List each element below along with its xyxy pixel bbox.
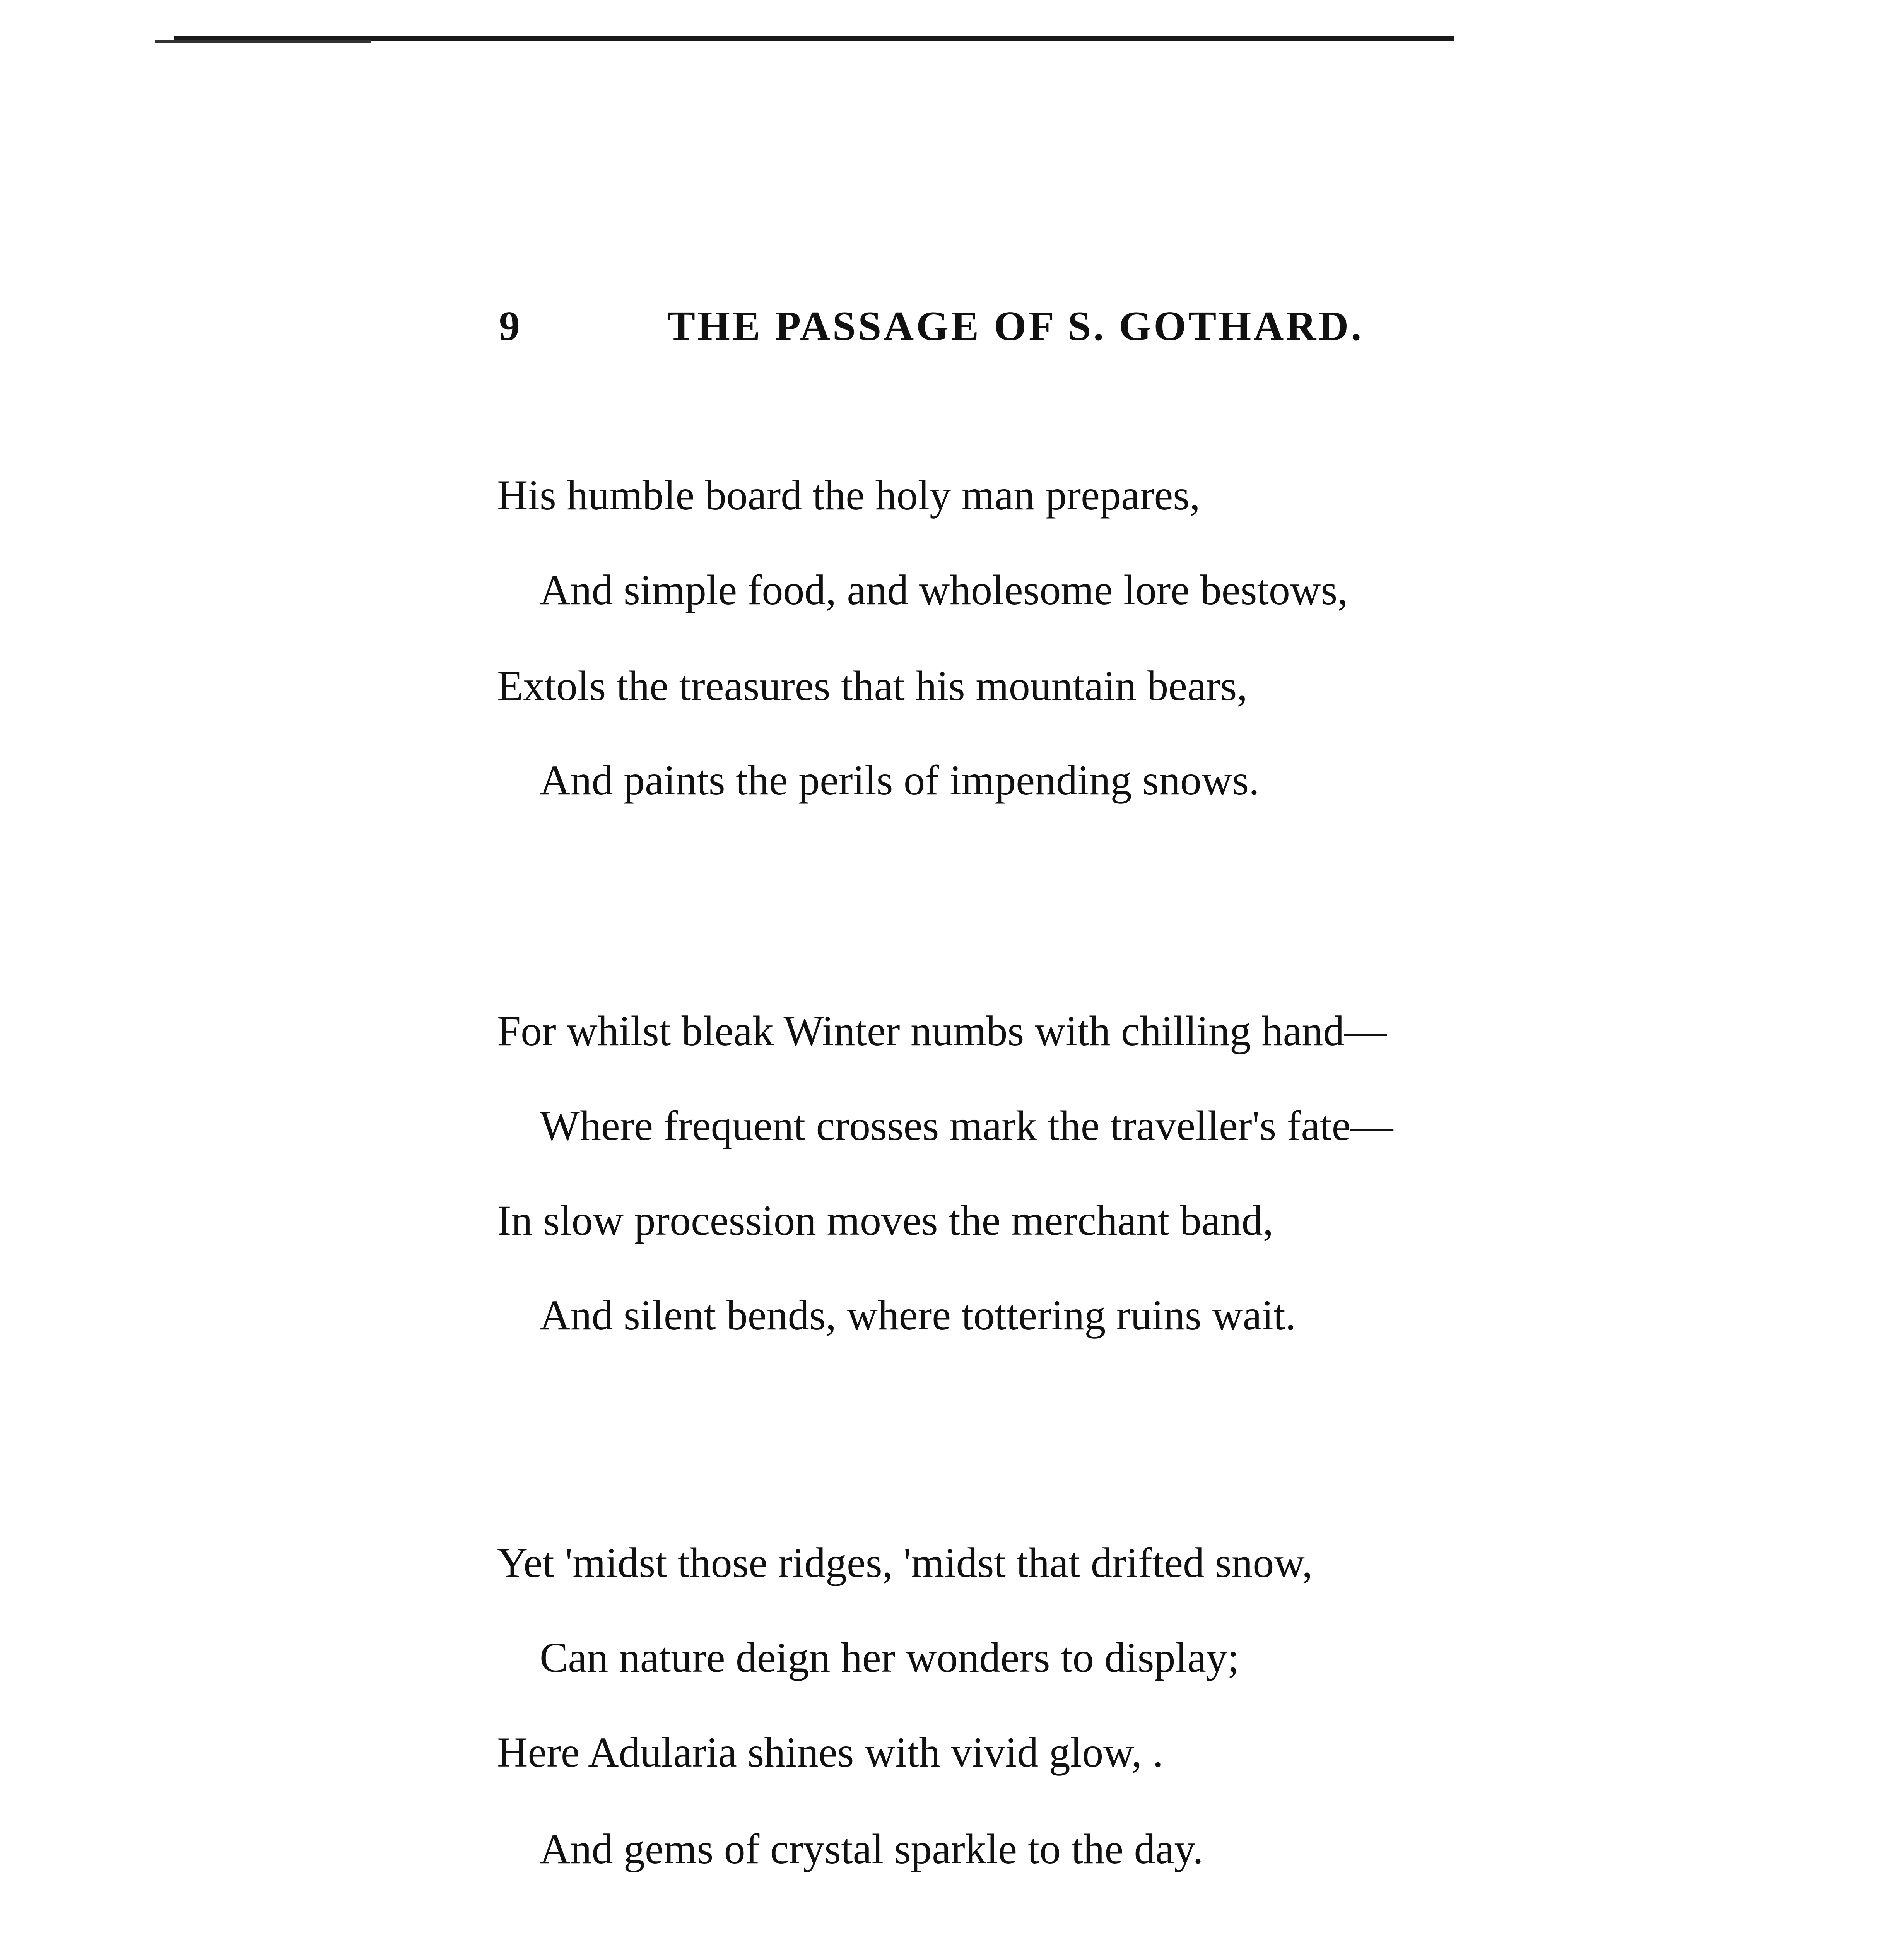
verse-line: For whilst bleak Winter numbs with chilling hand—	[497, 1007, 1387, 1054]
verse-line: Can nature deign her wonders to display;	[540, 1634, 1239, 1681]
top-rule-underline	[155, 40, 371, 43]
page-number: 9	[499, 303, 520, 349]
verse-line: And paints the perils of impending snows.	[540, 757, 1260, 804]
verse-line: Extols the treasures that his mountain bears,	[497, 662, 1248, 709]
verse-line: In slow procession moves the merchant band,	[497, 1197, 1274, 1244]
verse-line: And silent bends, where tottering ruins wait.	[540, 1292, 1296, 1339]
verse-line: His humble board the holy man prepares,	[497, 472, 1200, 519]
verse-line: Where frequent crosses mark the traveller's fate—	[540, 1102, 1393, 1149]
verse-line: And simple food, and wholesome lore bestows,	[540, 566, 1348, 613]
verse-line: Yet 'midst those ridges, 'midst that drifted snow,	[497, 1539, 1313, 1586]
verse-line: And gems of crystal sparkle to the day.	[540, 1825, 1203, 1872]
verse-line: Here Adularia shines with vivid glow, .	[497, 1729, 1164, 1776]
running-title: THE PASSAGE OF S. GOTHARD.	[667, 303, 1364, 349]
